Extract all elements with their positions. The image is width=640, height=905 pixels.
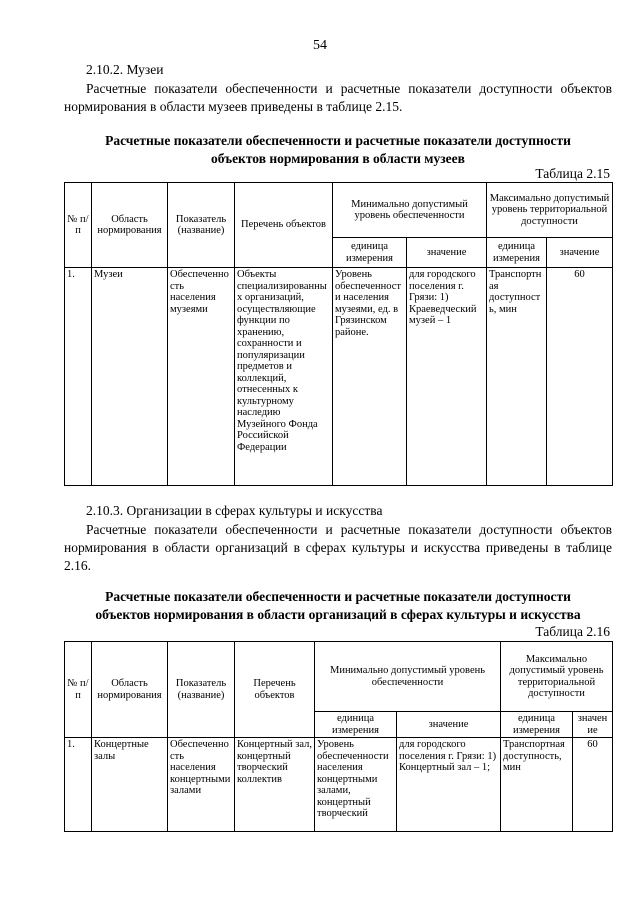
table-label-2-16: Таблица 2.16 — [535, 624, 610, 639]
header-area: Область нормирования — [92, 642, 168, 738]
table-label-2-15: Таблица 2.15 — [535, 166, 610, 181]
cell-list: Объекты специализированных организаций, осуществляющие функции по хранению, сохранности и популяризации предметов и коллекций, отнесенных к культурному наследию Музейного Фонда Российской Федерации — [235, 268, 333, 486]
table-title-line-2: объектов нормирования в области организаций в сферах культуры и искусства — [95, 607, 581, 622]
cell-area: Музеи — [92, 268, 168, 486]
table-title-line-1: Расчетные показатели обеспеченности и расчетные показатели доступности — [105, 589, 571, 604]
page-number: 54 — [313, 38, 327, 53]
cell-value-access: 60 — [547, 268, 613, 486]
cell-value: для городского поселения г. Грязи: 1) Краеведческий музей – 1 — [407, 268, 487, 486]
cell-value-access: 60 — [573, 738, 613, 832]
cell-unit: Уровень обеспеченности населения музеями, ед. в Грязинском районе. — [333, 268, 407, 486]
cell-value: для городского поселения г. Грязи: 1) Концертный зал – 1; — [397, 738, 501, 832]
header-area: Область нормирования — [92, 183, 168, 268]
cell-list: Концертный зал, концертный творческий коллектив — [235, 738, 315, 832]
header-unit: единица измерения — [333, 238, 407, 268]
table-title-museums — [64, 132, 612, 168]
section-paragraph-culture: Расчетные показатели обеспеченности и расчетные показатели доступности объектов нормирования в области организаций в сферах культуры и искусства приведены в таблице 2.16. — [64, 522, 612, 573]
section-heading-museums: 2.10.2. Музеи — [86, 62, 164, 77]
cell-unit-access: Транспортная доступность, мин — [487, 268, 547, 486]
header-num: № п/п — [65, 183, 92, 268]
header-value-access: значение — [547, 238, 613, 268]
header-indicator: Показатель (название) — [168, 183, 235, 268]
cell-indicator: Обеспеченность населения концертными залами — [168, 738, 235, 832]
header-max-level: Максимально допустимый уровень территориальной доступности — [501, 642, 613, 712]
header-value-access: значение — [573, 712, 613, 738]
cell-num: 1. — [65, 268, 92, 486]
header-max-level: Максимально допустимый уровень территориальной доступности — [487, 183, 613, 238]
header-indicator: Показатель (название) — [168, 642, 235, 738]
cell-unit-access: Транспортная доступность, мин — [501, 738, 573, 832]
table-title-line-1: Расчетные показатели обеспеченности и расчетные показатели доступности — [105, 133, 571, 148]
table-row — [65, 738, 613, 832]
cell-unit: Уровень обеспеченности населения концертными залами, концертный творческий — [315, 738, 397, 832]
table-title-culture — [64, 588, 612, 624]
header-min-level: Минимально допустимый уровень обеспеченности — [333, 183, 487, 238]
header-unit-access: единица измерения — [487, 238, 547, 268]
cell-area: Концертные залы — [92, 738, 168, 832]
header-unit: единица измерения — [315, 712, 397, 738]
section-heading-culture: 2.10.3. Организации в сферах культуры и искусства — [86, 503, 383, 518]
table-2-15 — [64, 182, 613, 486]
header-list: Перечень объектов — [235, 642, 315, 738]
header-num: № п/п — [65, 642, 92, 738]
header-value: значение — [407, 238, 487, 268]
table-row — [65, 268, 613, 486]
header-value: значение — [397, 712, 501, 738]
header-unit-access: единица измерения — [501, 712, 573, 738]
cell-indicator: Обеспеченность населения музеями — [168, 268, 235, 486]
table-title-line-2: объектов нормирования в области музеев — [211, 151, 465, 166]
header-list: Перечень объектов — [235, 183, 333, 268]
section-paragraph-museums: Расчетные показатели обеспеченности и расчетные показатели доступности объектов нормирования в области музеев приведены в таблице 2.15. — [64, 81, 612, 114]
table-2-16 — [64, 641, 613, 832]
cell-num: 1. — [65, 738, 92, 832]
header-min-level: Минимально допустимый уровень обеспеченности — [315, 642, 501, 712]
